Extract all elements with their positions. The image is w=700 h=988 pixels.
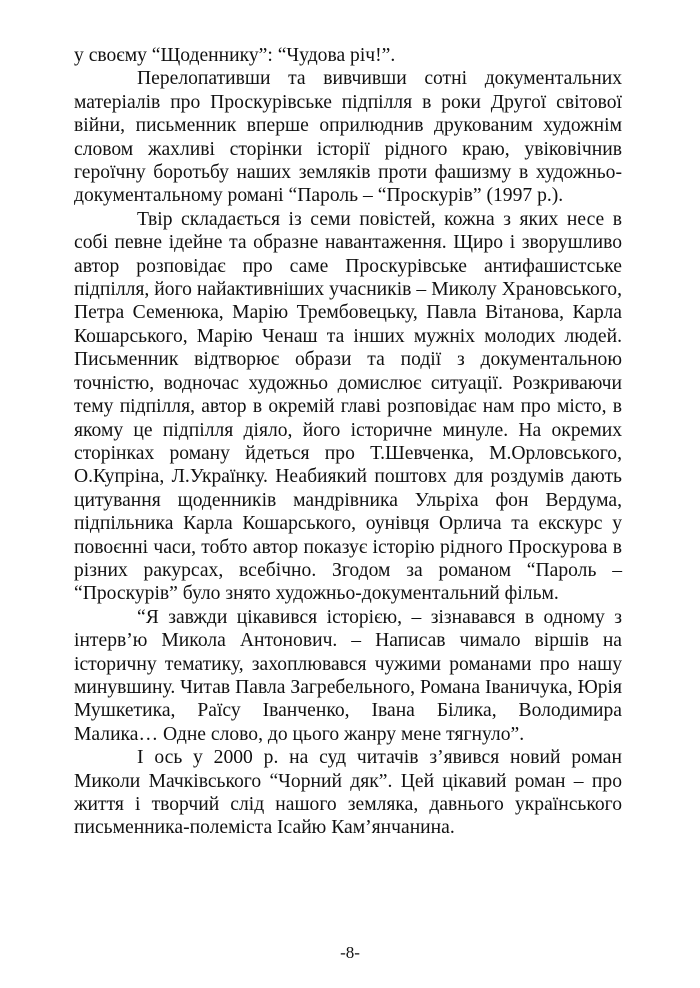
paragraph-4: “Я завжди цікавився історією, – зізнавався в одному з інтерв’ю Микола Антонович. – Написав чимало віршів на історичну тематику, захоплювався чужими романами про нашу минувшину. Читав Павла Загребельного, Романа Іваничука, Юрія Мушкетика, Раїсу Іванченко, Івана Білика, Володимира Малика… Одне слово, до цього жанру мене тягнуло”. [74, 606, 622, 745]
paragraph-1: у своєму “Щоденнику”: “Чудова річ!”. [74, 45, 396, 66]
paragraph-3: Твір складається із семи повістей, кожна з яких несе в собі певне ідейне та образне навантаження. Щиро і зворушливо автор розповідає про саме Проскурівське антифашистське підпілля, його найактивніших учасників – Миколу Храновського, Петра Семенюка, Марію Трембовецьку, Павла Вітанова, Карла Кошарського, Марію Ченаш та інших мужніх молодих людей. Письменник відтворює образи та події з документальною точністю, водночас художньо домислює ситуації. Розкриваючи тему підпілля, автор в окремій главі розповідає нам про місто, в якому це підпілля діяло, його історичне минуле. На окремих сторінках роману йдеться про Т.Шевченка, М.Орловського, О.Купріна, Л.Українку. Неабиякий поштовх для роздумів дають цитування щоденників мандрівника Ульріха фон Вердума, підпільника Карла Кошарського, оунівця Орлича та екскурс у повоєнні часи, тобто автор показує історію рідного Проскурова в різних ракурсах, всебічно. Згодом за романом “Пароль – “Проскурів” було знято художньо-документальний фільм. [74, 208, 622, 605]
page-text [74, 44, 622, 840]
paragraph-5: І ось у 2000 р. на суд читачів з’явився новий роман Миколи Мачківського “Чорний дяк”. Цей цікавий роман – про життя і творчий слід нашого земляка, давнього українського письменника-полеміста Ісайю Кам’янчанина. [74, 747, 622, 839]
paragraph-2: Перелопативши та вивчивши сотні документальних матеріалів про Проскурівське підпілля в роки Другої світової війни, письменник вперше оприлюднив друкованим художнім словом жахливі сторінки історії рідного краю, увіковічнив героїчну боротьбу наших земляків проти фашизму в художньо-документальному романі “Пароль – “Проскурів” (1997 р.). [74, 68, 622, 207]
page-number: -8- [340, 943, 360, 962]
